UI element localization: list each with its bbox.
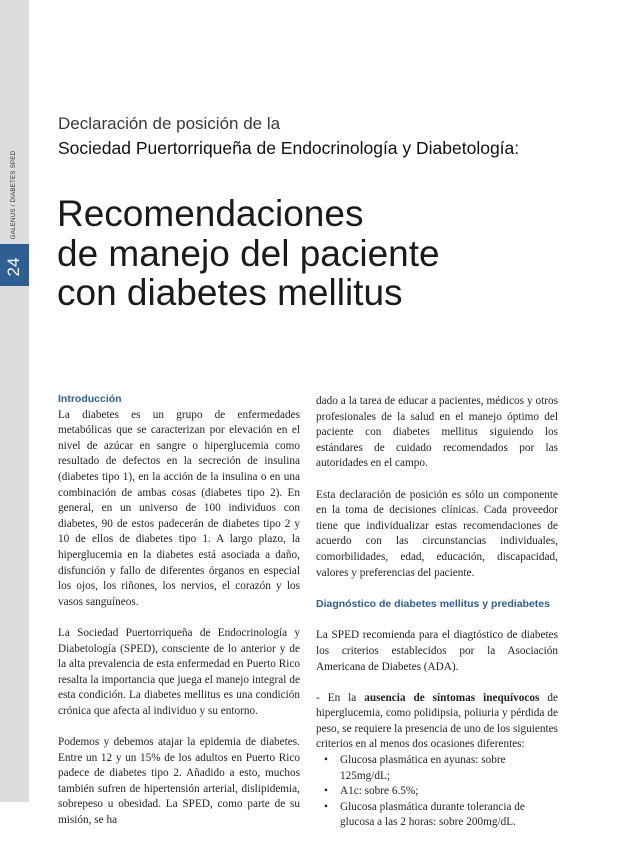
- criteria-intro: [316, 691, 558, 753]
- running-head: GALENUS / DIABETES SPED: [10, 150, 17, 240]
- body-paragraph: dado a la tarea de educar a pacientes, médicos y otros profesionales de la salud en el manejo óptimo del paciente con diabetes mellitus siguiendo los estándares de cuidado recomendados por las autoridades en el campo.: [316, 395, 558, 470]
- criteria-list: [316, 753, 558, 831]
- diagnosis-heading: Diagnóstico de diabetes mellitus y prediabetes: [316, 597, 550, 610]
- pre-title: Declaración de posición de la: [58, 114, 281, 133]
- title-line: con diabetes mellitus: [57, 272, 403, 313]
- main-title: [57, 194, 577, 313]
- body-paragraph: Podemos y debemos atajar la epidemia de diabetes. Entre un 12 y un 15% de los adultos en Puerto Rico padece de diabetes tipo 2. Añadido a esto, muchos también sufren de hipertensión arterial, dislipidemia, sobrepeso u obesidad. La SPED, como parte de su misión, se ha: [58, 736, 300, 827]
- list-item: • Glucosa plasmática en ayunas: sobre 125mg/dL;: [316, 753, 558, 784]
- title-line: de manejo del paciente: [57, 232, 440, 274]
- criteria-suffix: de hiperglucemia, como polidipsia, poliuria y pérdida de peso, se requiere la presencia de uno de los siguientes criterios en al menos dos ocasiones diferentes:: [316, 691, 558, 751]
- body-paragraph: La diabetes es un grupo de enfermedades metabólicas que se caracterizan por elevación en el nivel de azúcar en sangre o hiperglucemia como resultado de defectos en la secreción de insulina (diabetes tipo 1), en la acción de la insulina o en una combinación de ambas cosas (diabetes tipo 2). En general, en un universo de 100 individuos con diabetes, 90 de estos padecerán de diabetes tipo 2 y 10 de ellos de diabetes tipo 1. A largo plazo, la hiperglucemia en la diabetes está asociada a daño, disfunción y fallo de diferentes órganos en especial los ojos, los riñones, los nervios, el corazón y los vasos sanguíneos.: [58, 408, 300, 608]
- list-item: • A1c: sobre 6.5%;: [316, 784, 558, 800]
- intro-heading: Introducción: [58, 393, 122, 405]
- body-paragraph: La Sociedad Puertorriqueña de Endocrinología y Diabetología (SPED), consciente de lo anterior y de la alta prevalencia de esta enfermedad en Puerto Rico resalta la importancia que juega el manejo integral de esta condición. La diabetes mellitus es una condición crónica que afecta al individuo y su entorno.: [58, 626, 300, 717]
- criteria-emphasis: ausencia de síntomas inequívocos: [364, 691, 540, 704]
- organization-title: Sociedad Puertorriqueña de Endocrinología y Diabetología:: [58, 138, 520, 158]
- page-number: 24: [4, 257, 23, 277]
- body-paragraph: La SPED recomienda para el diagtóstico de diabetes los criterios establecidos por la Asociación Americana de Diabetes (ADA).: [316, 629, 558, 673]
- side-margin-band: [0, 0, 29, 802]
- list-item: • Glucosa plasmática durante tolerancia de glucosa a las 2 horas: sobre 200mg/dL.: [316, 800, 558, 831]
- body-paragraph: Esta declaración de posición es sólo un componente en la toma de decisiones clínicas. Cada proveedor tiene que individualizar estas recomendaciones de acuerdo con las circunstancias individuales, comorbilidades, edad, educación, discapacidad, valores y preferencias del paciente.: [316, 488, 558, 579]
- left-column: [58, 392, 300, 844]
- criteria-prefix: - En la: [316, 691, 365, 704]
- title-line: Recomendaciones: [57, 193, 364, 234]
- right-column: [316, 394, 558, 831]
